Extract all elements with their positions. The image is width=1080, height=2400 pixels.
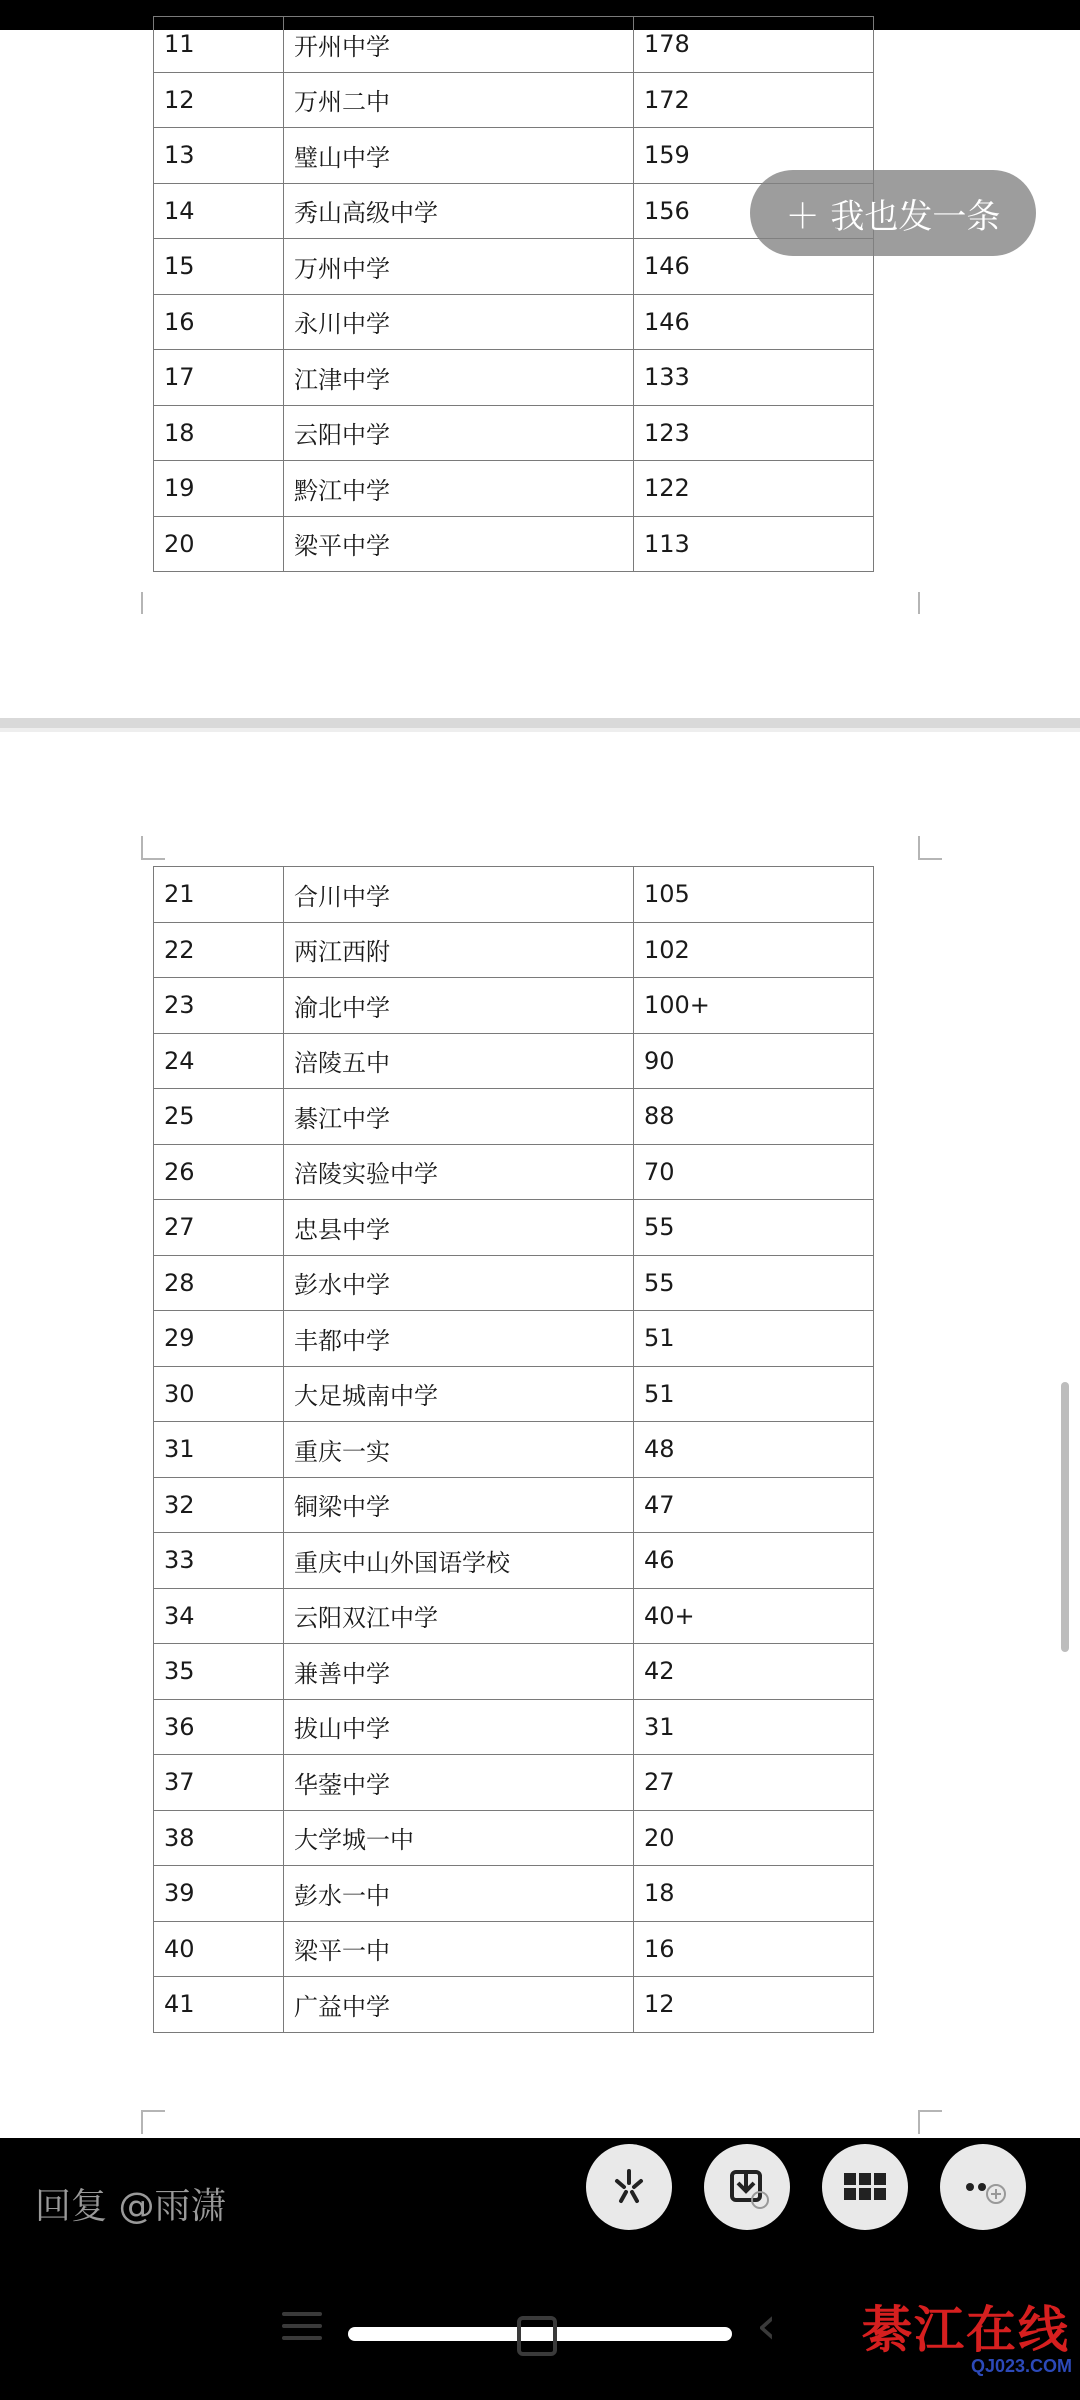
count-cell: 178 [634, 17, 874, 73]
table-row [154, 1255, 874, 1311]
post-new-label: ＋ 我也发一条 [785, 196, 1001, 237]
count-cell: 159 [634, 128, 874, 184]
count-cell: 20 [634, 1810, 874, 1866]
ranking-table-page-1 [153, 16, 874, 572]
count-cell: 105 [634, 867, 874, 923]
rank-cell: 11 [154, 17, 284, 73]
count-cell: 123 [634, 405, 874, 461]
school-name-cell: 大足城南中学 [284, 1366, 634, 1422]
rank-cell: 22 [154, 922, 284, 978]
table-row [154, 72, 874, 128]
ranking-table-page-2 [153, 866, 874, 2033]
count-cell: 55 [634, 1200, 874, 1256]
table-row [154, 1422, 874, 1478]
table-row [154, 1588, 874, 1644]
count-cell: 12 [634, 1977, 874, 2033]
count-cell: 100+ [634, 978, 874, 1034]
rank-cell: 25 [154, 1089, 284, 1145]
count-cell: 46 [634, 1533, 874, 1589]
table-row [154, 17, 874, 73]
grid-button[interactable] [822, 2144, 908, 2230]
table-row [154, 1311, 874, 1367]
count-cell: 55 [634, 1255, 874, 1311]
count-cell: 88 [634, 1089, 874, 1145]
more-button[interactable] [940, 2144, 1026, 2230]
school-name-cell: 涪陵实验中学 [284, 1144, 634, 1200]
table-row [154, 1977, 874, 2033]
table-row [154, 1477, 874, 1533]
page-corner-mark [141, 2110, 165, 2134]
rank-cell: 39 [154, 1866, 284, 1922]
count-cell: 172 [634, 72, 874, 128]
count-cell: 27 [634, 1755, 874, 1811]
rank-cell: 13 [154, 128, 284, 184]
school-name-cell: 华蓥中学 [284, 1755, 634, 1811]
school-name-cell: 拔山中学 [284, 1699, 634, 1755]
rank-cell: 20 [154, 516, 284, 572]
rank-cell: 38 [154, 1810, 284, 1866]
count-cell: 18 [634, 1866, 874, 1922]
school-name-cell: 两江西附 [284, 922, 634, 978]
rank-cell: 41 [154, 1977, 284, 2033]
download-icon [724, 2164, 770, 2210]
rank-cell: 31 [154, 1422, 284, 1478]
rank-cell: 28 [154, 1255, 284, 1311]
table-row [154, 461, 874, 517]
school-name-cell: 铜梁中学 [284, 1477, 634, 1533]
rank-cell: 26 [154, 1144, 284, 1200]
page-separator [0, 718, 1080, 728]
grid-icon [842, 2167, 888, 2207]
school-name-cell: 万州中学 [284, 239, 634, 295]
count-cell: 51 [634, 1366, 874, 1422]
rank-cell: 24 [154, 1033, 284, 1089]
rank-cell: 30 [154, 1366, 284, 1422]
school-name-cell: 彭水中学 [284, 1255, 634, 1311]
more-icon [960, 2164, 1006, 2210]
school-name-cell: 綦江中学 [284, 1089, 634, 1145]
school-name-cell: 璧山中学 [284, 128, 634, 184]
table-row [154, 1810, 874, 1866]
count-cell: 122 [634, 461, 874, 517]
nav-menu-icon[interactable] [282, 2312, 322, 2348]
post-new-button[interactable] [750, 170, 1036, 256]
reply-input[interactable]: 回复 @雨潇 [35, 2186, 227, 2227]
school-name-cell: 渝北中学 [284, 978, 634, 1034]
rank-cell: 12 [154, 72, 284, 128]
school-name-cell: 兼善中学 [284, 1644, 634, 1700]
table-row [154, 1366, 874, 1422]
table-row [154, 516, 874, 572]
rank-cell: 23 [154, 978, 284, 1034]
rank-cell: 36 [154, 1699, 284, 1755]
sparkle-icon [609, 2167, 649, 2207]
school-name-cell: 云阳中学 [284, 405, 634, 461]
school-name-cell: 重庆一实 [284, 1422, 634, 1478]
rank-cell: 15 [154, 239, 284, 295]
rank-cell: 37 [154, 1755, 284, 1811]
school-name-cell: 黔江中学 [284, 461, 634, 517]
table-row [154, 978, 874, 1034]
school-name-cell: 云阳双江中学 [284, 1588, 634, 1644]
table-row [154, 867, 874, 923]
table-row [154, 1200, 874, 1256]
rank-cell: 14 [154, 183, 284, 239]
table-row [154, 350, 874, 406]
table-row [154, 405, 874, 461]
rank-cell: 17 [154, 350, 284, 406]
rank-cell: 33 [154, 1533, 284, 1589]
table-row [154, 1755, 874, 1811]
school-name-cell: 丰都中学 [284, 1311, 634, 1367]
table-row [154, 128, 874, 184]
nav-back-icon[interactable]: ‹ [756, 2296, 777, 2356]
school-name-cell: 彭水一中 [284, 1866, 634, 1922]
table-row [154, 1866, 874, 1922]
table-row [154, 1533, 874, 1589]
page-corner-mark [141, 836, 165, 860]
table-row [154, 1644, 874, 1700]
school-name-cell: 永川中学 [284, 294, 634, 350]
rank-cell: 27 [154, 1200, 284, 1256]
count-cell: 42 [634, 1644, 874, 1700]
school-name-cell: 重庆中山外国语学校 [284, 1533, 634, 1589]
rank-cell: 40 [154, 1921, 284, 1977]
school-name-cell: 秀山高级中学 [284, 183, 634, 239]
rank-cell: 16 [154, 294, 284, 350]
count-cell: 70 [634, 1144, 874, 1200]
count-cell: 113 [634, 516, 874, 572]
count-cell: 31 [634, 1699, 874, 1755]
school-name-cell: 梁平中学 [284, 516, 634, 572]
school-name-cell: 涪陵五中 [284, 1033, 634, 1089]
download-button[interactable] [704, 2144, 790, 2230]
table-row [154, 294, 874, 350]
count-cell: 146 [634, 294, 874, 350]
school-name-cell: 大学城一中 [284, 1810, 634, 1866]
page-corner-mark [141, 592, 165, 614]
watermark-domain: QJ023.COM [970, 2356, 1072, 2376]
nav-home-icon[interactable] [517, 2316, 557, 2356]
table-row [154, 1089, 874, 1145]
ranking-table-body [154, 17, 874, 572]
school-name-cell: 江津中学 [284, 350, 634, 406]
page-corner-mark [918, 592, 942, 614]
scrollbar-thumb[interactable] [1061, 1382, 1069, 1652]
count-cell: 156 [634, 183, 874, 239]
rank-cell: 35 [154, 1644, 284, 1700]
count-cell: 16 [634, 1921, 874, 1977]
school-name-cell: 开州中学 [284, 17, 634, 73]
count-cell: 51 [634, 1311, 874, 1367]
site-watermark [862, 2290, 1072, 2385]
count-cell: 146 [634, 239, 874, 295]
rank-cell: 19 [154, 461, 284, 517]
page-corner-mark [918, 836, 942, 860]
table-row [154, 1699, 874, 1755]
table-row [154, 1144, 874, 1200]
count-cell: 40+ [634, 1588, 874, 1644]
rank-cell: 34 [154, 1588, 284, 1644]
page-separator-shadow [0, 728, 1080, 732]
count-cell: 48 [634, 1422, 874, 1478]
school-name-cell: 万州二中 [284, 72, 634, 128]
count-cell: 47 [634, 1477, 874, 1533]
school-name-cell: 梁平一中 [284, 1921, 634, 1977]
table-row [154, 1921, 874, 1977]
rank-cell: 29 [154, 1311, 284, 1367]
count-cell: 90 [634, 1033, 874, 1089]
rank-cell: 21 [154, 867, 284, 923]
school-name-cell: 合川中学 [284, 867, 634, 923]
table-row [154, 922, 874, 978]
school-name-cell: 忠县中学 [284, 1200, 634, 1256]
watermark-logo-text: 綦江在线 [862, 2300, 1070, 2359]
rank-cell: 32 [154, 1477, 284, 1533]
table-row [154, 1033, 874, 1089]
ranking-table-body [154, 867, 874, 2033]
school-name-cell: 广益中学 [284, 1977, 634, 2033]
count-cell: 102 [634, 922, 874, 978]
page-corner-mark [918, 2110, 942, 2134]
rank-cell: 18 [154, 405, 284, 461]
sparkle-button[interactable] [586, 2144, 672, 2230]
count-cell: 133 [634, 350, 874, 406]
